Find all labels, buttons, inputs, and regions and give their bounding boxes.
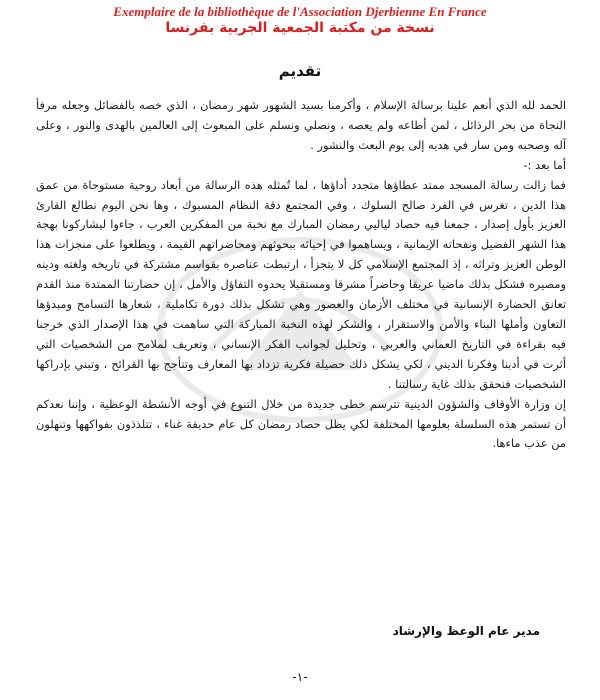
library-header-french: Exemplaire de la bibliothèque de l'Association Djerbienne En France: [113, 4, 487, 19]
page-number: -١-: [292, 670, 308, 684]
document-body: [36, 96, 566, 454]
paragraph-main: فما زالت رسالة المسجد ممتد عطاؤها متجدد أداؤها ، لما تُمثله هذه الرسالة من أبعاد روحية مستوحاة من عمق هذا الدين ، تغرس في الفرد صالح السلوك ، وفي المجتمع دقة النظام المسبوك ، وها نحن اليوم نطالع القارئ العزيز بأول إصدار ، جمعنا فيه حصاد لياليي رمضان المبارك مع نخبة من المفكرين العرب ، جاءوا ليشاركونا بهجة هذا الشهر الفضيل ونفحاته الإيمانية ، ويساهموا في إحيائه ببحوثهم ومحاضراتهم القيمة ، ويطلعوا على منجزات هذا الوطن العزيز وتراثه ، إذ المجتمع الإسلامي كل لا يتجزأ ، ارتبطت عناصره بقواسم مشتركة في تاريخه ولغته ودينه ومصيره فشكل بذلك ماضيا عريقا وحاضراً مشرقا ومستقبلا يحدوه التفاؤل والأمل ، إن حضارتنا الممتدة منذ القدم تعانق الحضارة الإنسانية في مختلف الأزمان والعصور وهي تشكل بذلك دورة تكاملية ، شعارها التسامح ومبدؤها التعاون وأملها البناء والأمن والاستقرار ، والشكر لهذه النخبة المباركة التي ساهمت في هذا الإصدار الذي خرجنا فيه بقراءة في التاريخ العماني والعربي ، وتحليل لجوانب الفكر الإنساني ، وتعريف لملامح من الشخصيات التي أثرت في أدبنا وفكرنا الديني ، لكي يشكل ذلك حصيلة فكرية تزداد بها المعارف وتتأجج بها القرائح ، وتبني بإدراكها الشخصيات فنحقق بذلك غاية رسالتنا .: [36, 177, 566, 391]
paragraph-closing: إن وزارة الأوقاف والشؤون الدينية تترسم خطى جديدة من خلال التنوع في أوجه الأنشطة الوعظية ، وإننا نعدكم أن تستمر هذه السلسلة بعلومها المختلفة لكي يظل حصاد رمضان كل عام حديقة غناء ، تتلذذون بفواكهها وتنهلون من عذب ماءها.: [36, 396, 566, 451]
paragraph-opening: الحمد لله الذي أنعم علينا برسالة الإسلام ، وأكرمنا بسيد الشهور شهر رمضان ، الذي خصه بالفضائل وجعله مرفأ النجاة من بحر الرذائل ، لمن أطاعه ولم يعصه ، ونصلي ونسلم على المبعوث إلى العالمين بالهدى والنور ، وعلى آله وصحبه ومن سار في هديه إلى يوم البعث والنشور .: [36, 98, 566, 152]
page-title: تقديم: [278, 62, 322, 80]
paragraph-amma-baad: أما بعد :-: [523, 157, 566, 172]
signature: مدير عام الوعظ والإرشاد: [392, 624, 540, 638]
library-header-arabic: نسخة من مكتبة الجمعية الجربية بفرنسا: [165, 20, 435, 36]
